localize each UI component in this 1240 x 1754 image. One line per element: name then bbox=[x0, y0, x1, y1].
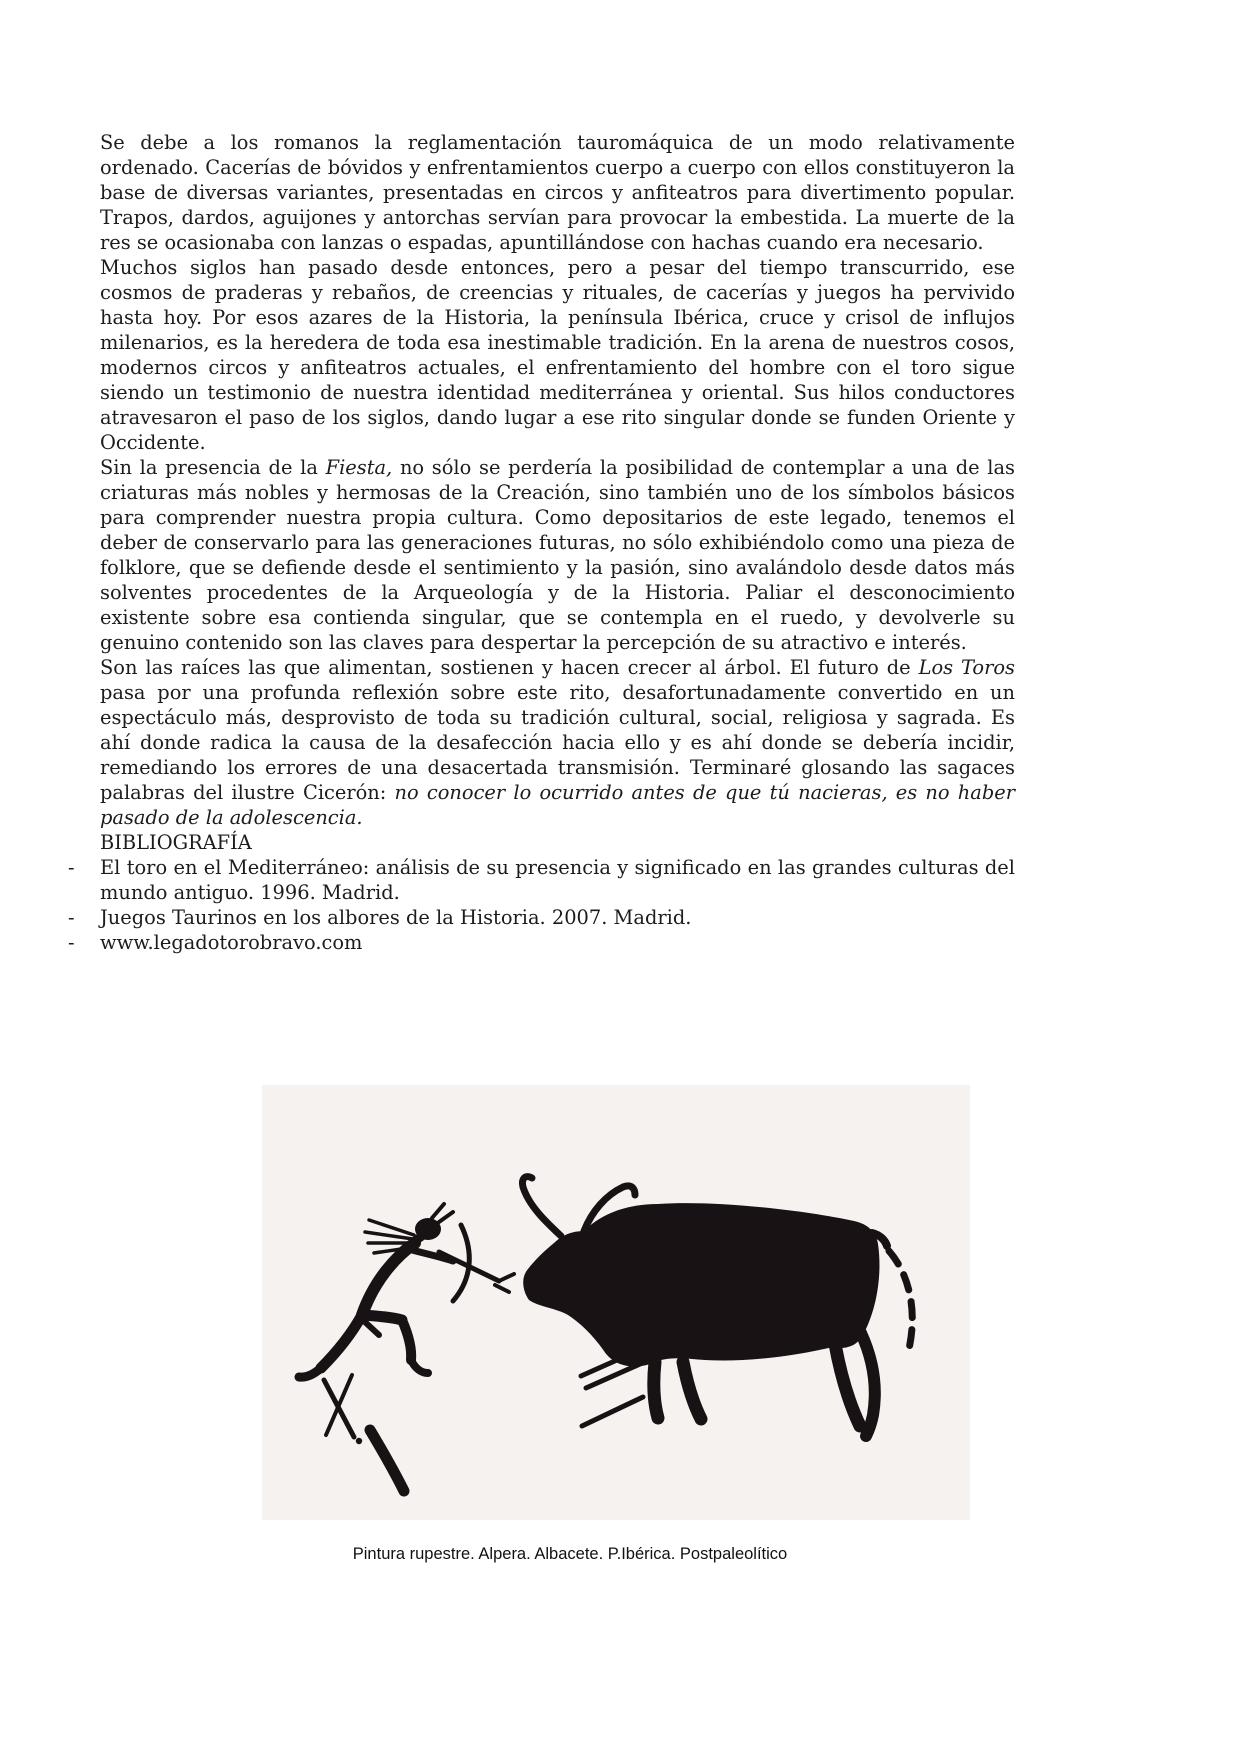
paragraph-run: Sin la presencia de la bbox=[100, 456, 326, 479]
paragraph bbox=[100, 255, 1015, 455]
bibliography-entry: El toro en el Mediterráneo: análisis de su presencia y significado en las grandes culturas del mundo antiguo. 1996. Madrid. bbox=[100, 856, 1015, 904]
bull-silhouette bbox=[522, 1177, 912, 1436]
article-text bbox=[68, 130, 1015, 955]
paragraph-run-italic: Fiesta, bbox=[325, 456, 393, 479]
bibliography-list bbox=[68, 855, 1015, 955]
paragraph bbox=[100, 455, 1015, 655]
list-dash-marker: - bbox=[68, 856, 75, 879]
list-dash-marker: - bbox=[68, 931, 75, 954]
paragraph-run-italic: Los Toros bbox=[918, 656, 1015, 679]
cross-mark bbox=[324, 1375, 362, 1444]
bibliography-url: www.legadotorobravo.com bbox=[100, 931, 363, 954]
paragraph-run: Son las raíces las que alimentan, sostienen y hacen crecer al árbol. El futuro de bbox=[100, 656, 919, 679]
bibliography-entry: Juegos Taurinos en los albores de la Historia. 2007. Madrid. bbox=[100, 906, 692, 929]
cave-painting-figure bbox=[262, 1085, 970, 1520]
bibliography-item bbox=[68, 855, 1015, 905]
bibliography-item bbox=[68, 930, 1015, 955]
paragraph-run: Se debe a los romanos la reglamentación tauromáquica de un modo relativamente ordenado. Cacerías de bóvidos y enfrentamientos cuerpo a cuerpo con ellos constituyeron la base de diversas variantes, presentadas en circos y anfiteatros para divertimento popular. Trapos, dardos, aguijones y antorchas servían para provocar la embestida. La muerte de la res se ocasionaba con lanzas o espadas, apuntillándose con hachas cuando era necesario. bbox=[100, 131, 1015, 254]
paragraph bbox=[100, 130, 1015, 255]
bibliography-heading: BIBLIOGRAFÍA bbox=[100, 831, 252, 854]
hunter-silhouette bbox=[299, 1204, 514, 1377]
figure-caption: Pintura rupestre. Alpera. Albacete. P.Ibérica. Postpaleolítico bbox=[352, 1545, 788, 1563]
paragraph-run: pasa por una profunda reflexión sobre este rito, desafortunadamente convertido en un espectáculo más, desprovisto de toda su tradición cultural, social, religiosa y sagrada. Es ahí donde radica la causa de la desafección hacia ello y es ahí donde se debería incidir, remediando los errores de una desacertada transmisión. Terminaré glosando las sagaces palabras del ilustre Cicerón: bbox=[100, 681, 1015, 804]
cave-painting-illustration bbox=[262, 1085, 970, 1520]
paragraph-run: Muchos siglos han pasado desde entonces, pero a pesar del tiempo transcurrido, ese cosmos de praderas y rebaños, de creencias y rituales, de cacerías y juegos ha pervivido hasta hoy. Por esos azares de la Historia, la península Ibérica, cruce y crisol de influjos milenarios, es la heredera de toda esa inestimable tradición. En la arena de nuestros cosos, modernos circos y anfiteatros actuales, el enfrentamiento del hombre con el toro sigue siendo un testimonio de nuestra identidad mediterránea y oriental. Sus hilos conductores atravesaron el paso de los siglos, dando lugar a ese rito singular donde se funden Oriente y Occidente. bbox=[100, 256, 1015, 454]
list-dash-marker: - bbox=[68, 906, 75, 929]
paragraph bbox=[100, 655, 1015, 830]
paragraph-run-italic: no conocer lo ocurrido antes de que tú nacieras, es no haber pasado de la adolescencia. bbox=[100, 781, 1015, 829]
thick-stroke-mark bbox=[370, 1430, 404, 1491]
paragraph-run: no sólo se perdería la posibilidad de contemplar a una de las criaturas más nobles y hermosas de la Creación, sino también uno de los símbolos básicos para comprender nuestra propia cultura. Como depositarios de este legado, tenemos el deber de conservarlo para las generaciones futuras, no sólo exhibiéndolo como una pieza de folklore, que se defiende desde el sentimiento y la pasión, sino avalándolo desde datos más solventes procedentes de la Arqueología y de la Historia. Paliar el desconocimiento existente sobre esa contienda singular, que se contempla en el ruedo, y devolverle su genuino contenido son las claves para despertar la percepción de su atractivo e interés. bbox=[100, 456, 1015, 654]
bibliography-item bbox=[68, 905, 1015, 930]
